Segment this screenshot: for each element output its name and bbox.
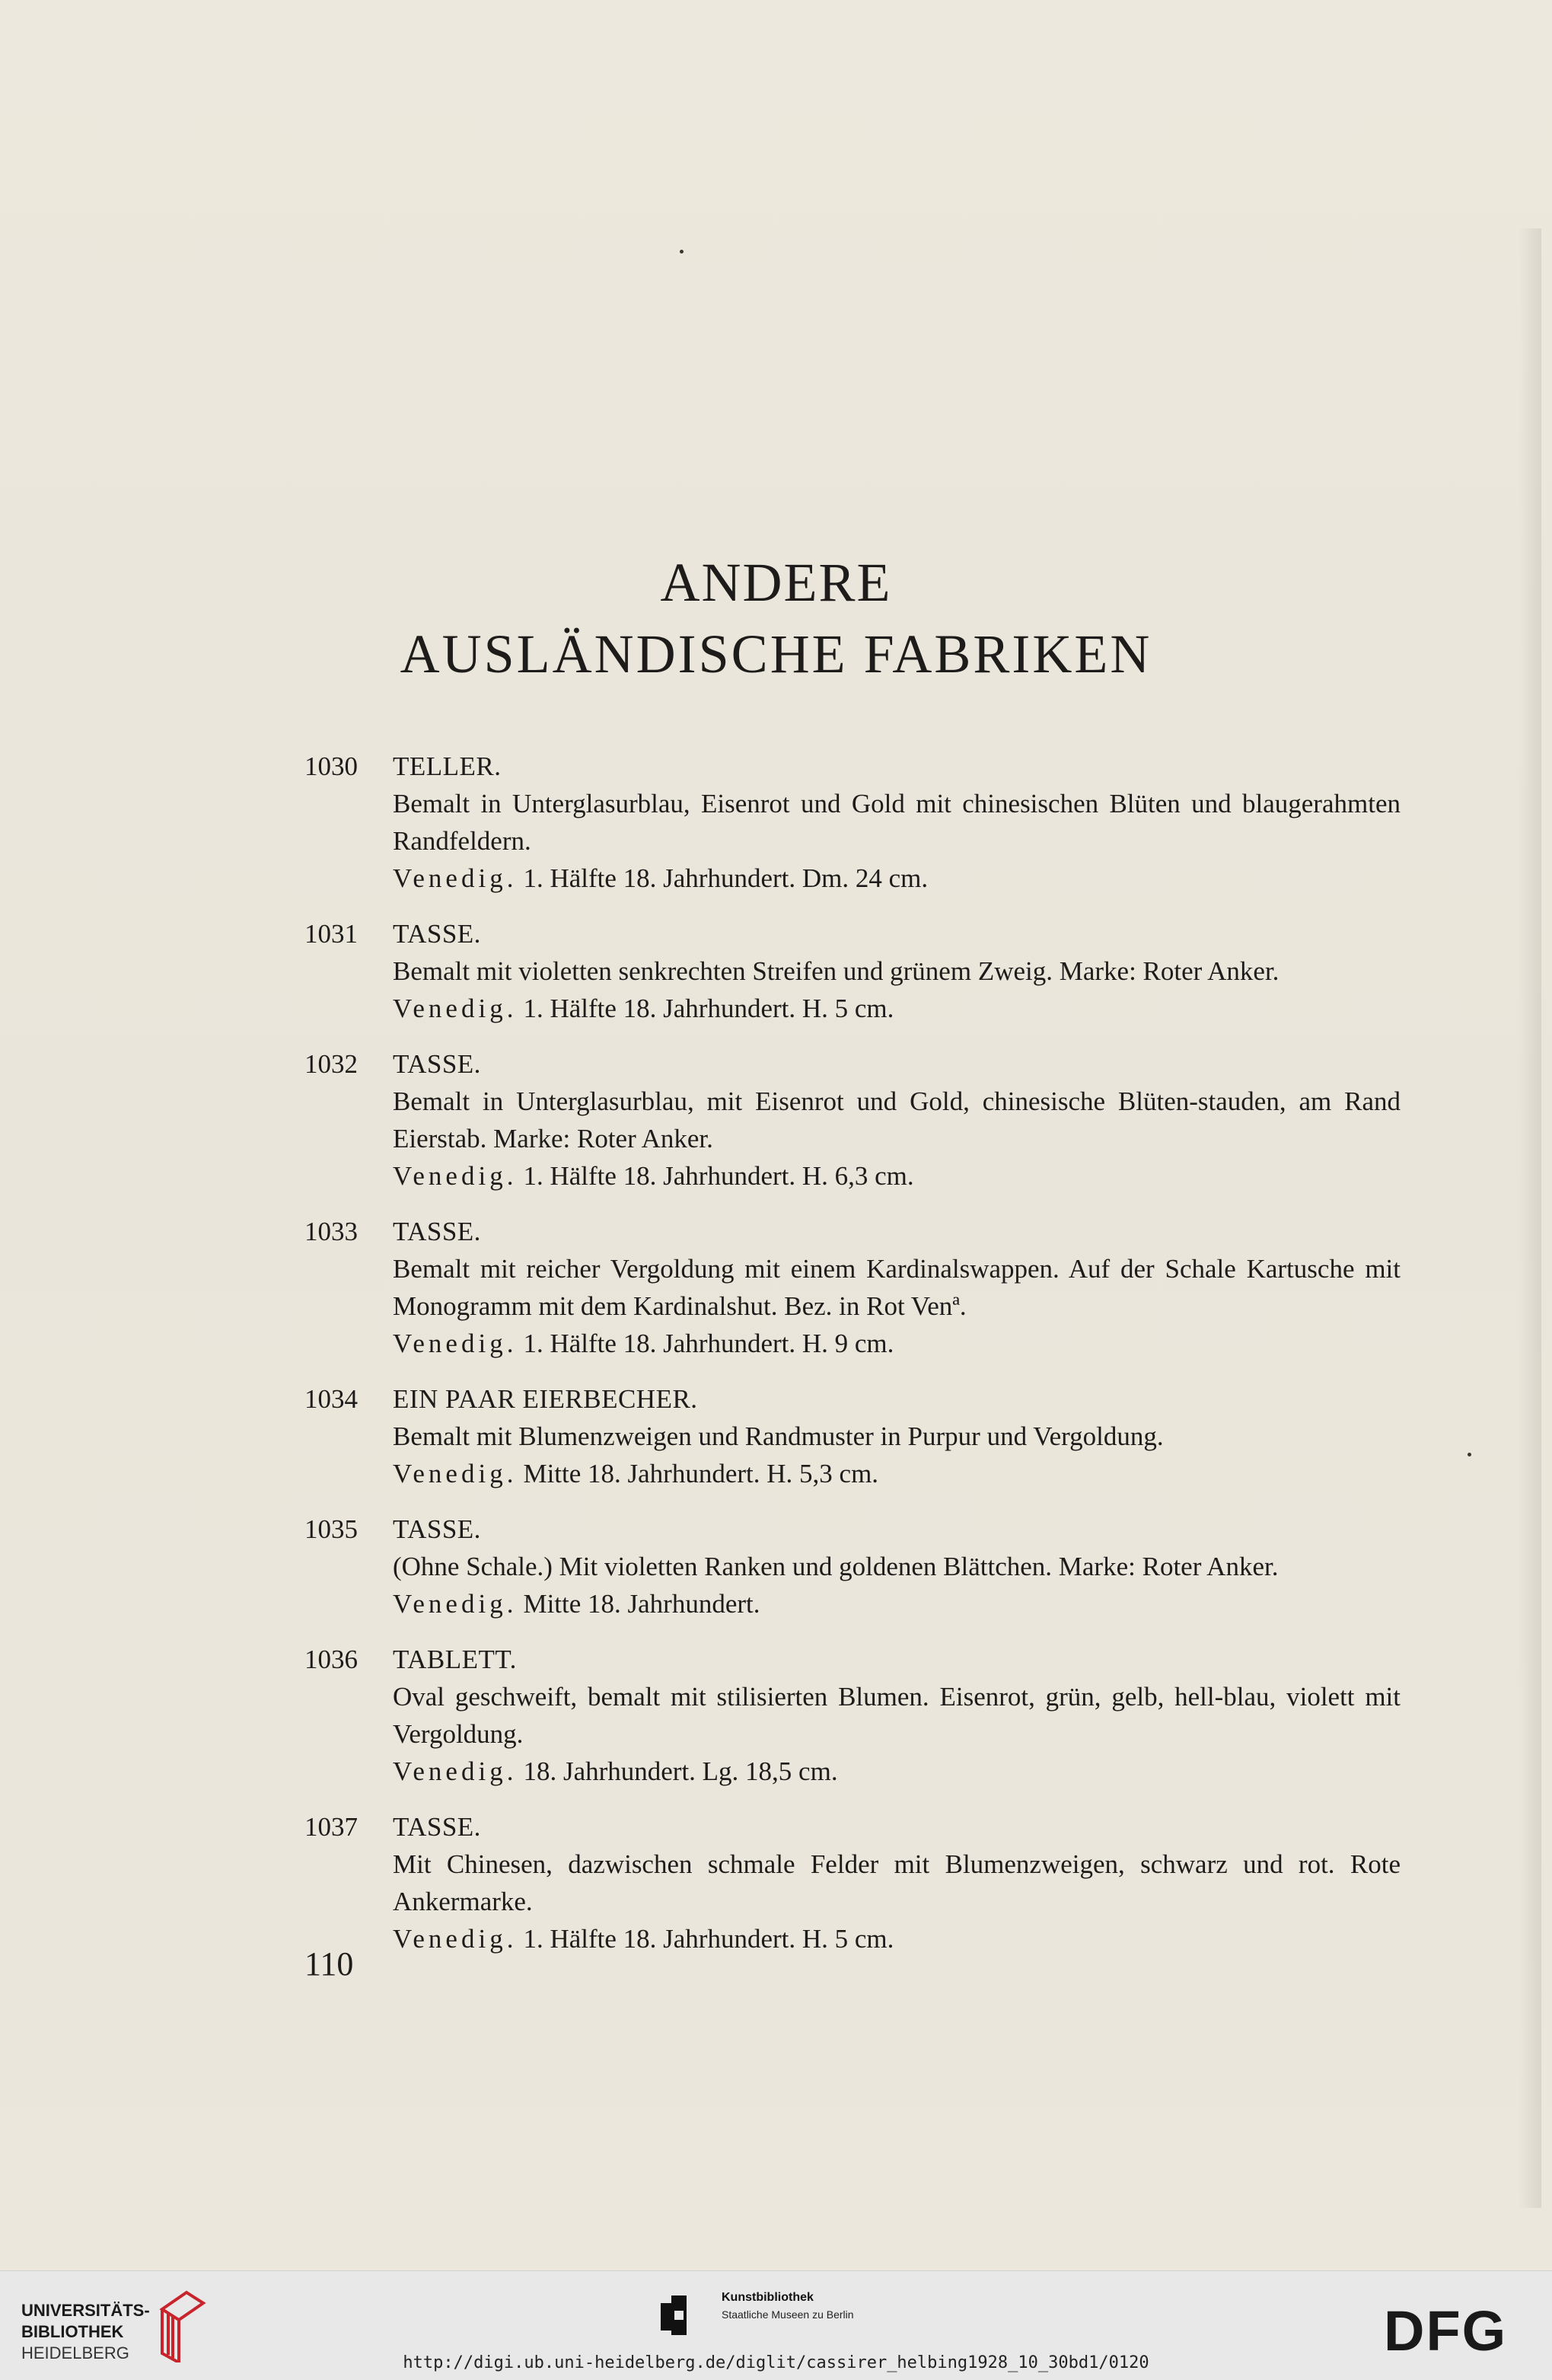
entry-title: TASSE. [393,1217,481,1246]
entry-details: 1. Hälfte 18. Jahrhundert. H. 5 cm. [523,994,894,1023]
catalog-entry [304,1213,1401,1362]
entry-details: 1. Hälfte 18. Jahrhundert. H. 9 cm. [523,1329,894,1358]
paper-speck [680,250,684,254]
entry-title: TASSE. [393,1049,481,1079]
catalog-entries [304,748,1401,1976]
entry-description: Bemalt in Unterglasurblau, mit Eisenrot und Gold, chinesische Blüten-stauden, am Rand Eierstab. Marke: Roter Anker. [393,1086,1401,1153]
entry-title: TELLER. [393,751,502,781]
catalog-entry [304,915,1401,1027]
entry-title: TABLETT. [393,1645,517,1674]
section-title-line1: ANDERE [660,552,892,613]
entry-title: TASSE. [393,919,481,949]
entry-number: 1035 [304,1514,358,1544]
kunstbibliothek-emblem-icon [661,2295,690,2335]
entry-details: 18. Jahrhundert. Lg. 18,5 cm. [523,1756,838,1786]
library-name-line3: HEIDELBERG [21,2343,129,2362]
entry-description: Bemalt mit violetten senkrechten Streifen und grünem Zweig. Marke: Roter Anker. [393,956,1280,986]
catalog-entry [304,1380,1401,1492]
entry-number: 1037 [304,1812,358,1842]
catalog-entry [304,1808,1401,1957]
entry-description: Bemalt mit Blumenzweigen und Randmuster in Purpur und Vergoldung. [393,1421,1164,1451]
entry-description: (Ohne Schale.) Mit violetten Ranken und goldenen Blättchen. Marke: Roter Anker. [393,1552,1279,1581]
entry-number: 1030 [304,751,358,781]
entry-details: Mitte 18. Jahrhundert. H. 5,3 cm. [523,1459,879,1488]
entry-details: Mitte 18. Jahrhundert. [523,1589,760,1619]
entry-description: Mit Chinesen, dazwischen schmale Felder mit Blumenzweigen, schwarz und rot. Rote Ankermarke. [393,1849,1401,1916]
page-number: 110 [304,1945,354,1983]
entry-number: 1036 [304,1645,358,1674]
entry-number: 1031 [304,919,358,949]
library-name-line2: BIBLIOTHEK [21,2322,124,2341]
entry-details: 1. Hälfte 18. Jahrhundert. Dm. 24 cm. [523,863,929,893]
entry-title: EIN PAAR EIERBECHER. [393,1384,698,1414]
entry-place: Venedig. [393,1329,518,1358]
kunstbibliothek-title: Kunstbibliothek [722,2291,814,2304]
university-library-emblem-icon [156,2286,209,2362]
entry-title: TASSE. [393,1812,481,1842]
viewer-footer [0,2270,1552,2380]
entry-details: 1. Hälfte 18. Jahrhundert. H. 5 cm. [523,1924,894,1954]
catalog-entry [304,1045,1401,1195]
kunstbibliothek-subtitle: Staatliche Museen zu Berlin [722,2308,854,2321]
dfg-logo[interactable]: DFG [1384,2299,1508,2362]
entry-place: Venedig. [393,1161,518,1191]
entry-details: 1. Hälfte 18. Jahrhundert. H. 6,3 cm. [523,1161,914,1191]
entry-place: Venedig. [393,1589,518,1619]
section-title-line2: AUSLÄNDISCHE FABRIKEN [400,624,1152,684]
entry-place: Venedig. [393,863,518,893]
entry-place: Venedig. [393,994,518,1023]
entry-description: Oval geschweift, bemalt mit stilisierten Blumen. Eisenrot, grün, gelb, hell-blau, violett mit Vergoldung. [393,1682,1401,1749]
entry-place: Venedig. [393,1924,518,1954]
entry-place: Venedig. [393,1459,518,1488]
entry-description: Bemalt mit reicher Vergoldung mit einem Kardinalswappen. Auf der Schale Kartusche mit Monogramm mit dem Kardinalshut. Bez. in Rot Venª. [393,1254,1401,1321]
permalink-url[interactable]: http://digi.ub.uni-heidelberg.de/diglit/cassirer_helbing1928_10_30bd1/0120 [403,2353,1149,2372]
catalog-entry [304,748,1401,897]
catalog-entry [304,1511,1401,1622]
library-name-line1: UNIVERSITÄTS- [21,2301,150,2320]
entry-number: 1032 [304,1049,358,1079]
paper-speck [1468,1453,1471,1456]
show-through-shadow [1519,228,1541,2208]
entry-number: 1034 [304,1384,358,1414]
entry-place: Venedig. [393,1756,518,1786]
entry-title: TASSE. [393,1514,481,1544]
entry-number: 1033 [304,1217,358,1246]
catalog-entry [304,1641,1401,1790]
entry-description: Bemalt in Unterglasurblau, Eisenrot und Gold mit chinesischen Blüten und blaugerahmten Randfeldern. [393,789,1401,856]
